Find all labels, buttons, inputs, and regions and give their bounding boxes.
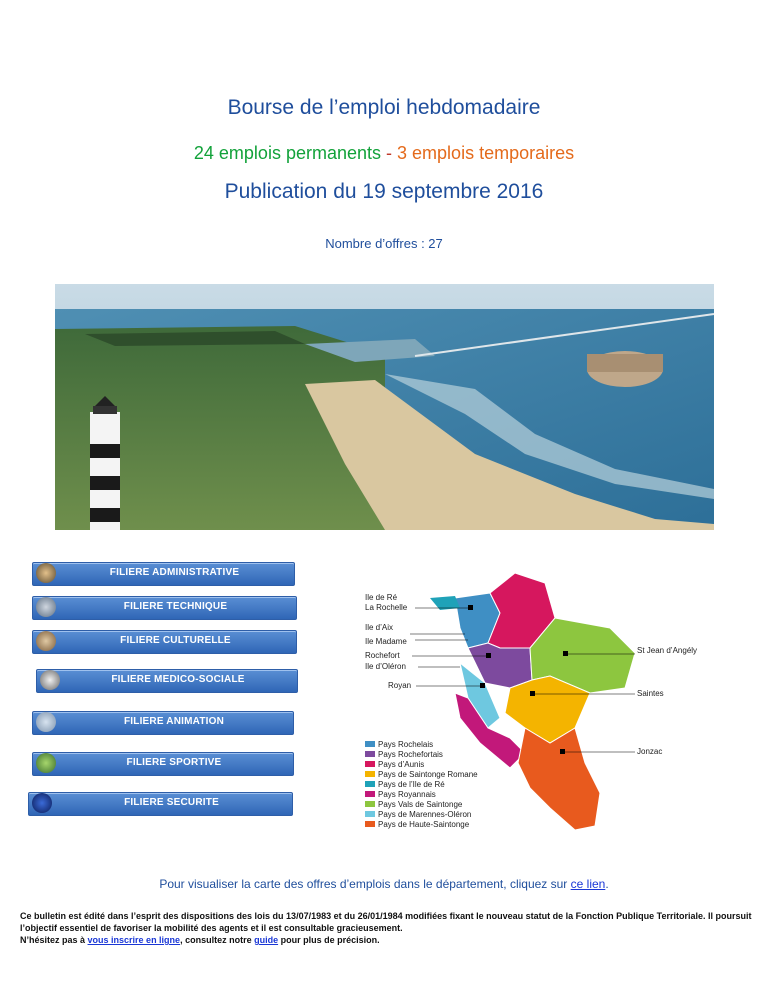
filiere-technique-button[interactable] (32, 596, 297, 620)
filiere-label: FILIERE TECHNIQUE (123, 601, 228, 612)
legend-label-1: Pays Rochelais (378, 740, 434, 749)
filiere-label: FILIERE ADMINISTRATIVE (109, 567, 240, 578)
sportive-icon (36, 753, 56, 773)
label-ile-aix: Ile d’Aix (365, 623, 394, 632)
label-la-rochelle: La Rochelle (365, 603, 408, 612)
filiere-culturelle-button[interactable] (32, 630, 297, 654)
filiere-animation-button[interactable] (32, 711, 294, 735)
legend-swatch-7 (365, 801, 375, 807)
animation-icon (36, 712, 56, 732)
publication-date: Publication du 19 septembre 2016 (224, 180, 544, 203)
job-summary (0, 143, 768, 164)
label-jonzac: Jonzac (637, 747, 663, 756)
legend-label-9: Pays de Haute-Saintonge (378, 820, 470, 829)
culturelle-icon (36, 631, 56, 651)
securite-icon (32, 793, 52, 813)
bulletin-footer (20, 910, 760, 946)
legend-swatch-3 (365, 761, 375, 767)
label-royan: Royan (388, 681, 412, 690)
label-st-jean-angely: St Jean d’Angély (637, 646, 698, 655)
administrative-icon (36, 563, 56, 583)
legend-swatch-2 (365, 751, 375, 757)
legend-label-2: Pays Rochefortais (378, 750, 443, 759)
map-link-sentence (0, 877, 768, 891)
label-ile-de-re: Ile de Ré (365, 593, 398, 602)
map-link-period: . (605, 877, 609, 891)
medico-sociale-icon (40, 670, 60, 690)
region-pays-haute-saintonge (518, 728, 600, 830)
legend-label-4: Pays de Saintonge Romane (378, 770, 478, 779)
filiere-administrative-button[interactable] (32, 562, 295, 586)
filiere-label: FILIERE MEDICO-SOCIALE (111, 674, 245, 685)
guide-link[interactable]: guide (254, 935, 279, 945)
map-link-text: Pour visualiser la carte des offres d’emplois dans le département, cliquez sur (159, 877, 571, 891)
label-saintes: Saintes (637, 689, 664, 698)
signup-notice (20, 934, 760, 946)
department-map[interactable] (360, 568, 698, 838)
label-ile-madame: Ile Madame (365, 637, 407, 646)
legend-label-5: Pays de l’Ile de Ré (378, 780, 445, 789)
legend-label-3: Pays d’Aunis (378, 760, 425, 769)
map-offers-link[interactable]: ce lien (570, 877, 606, 891)
filiere-medico-sociale-button[interactable] (36, 669, 298, 693)
offers-count: Nombre d’offres : 27 (325, 236, 443, 251)
label-ile-oleron: Ile d’Oléron (365, 662, 406, 671)
filiere-label: FILIERE SPORTIVE (126, 757, 222, 768)
filiere-sportive-button[interactable] (32, 752, 294, 776)
technique-icon (36, 597, 56, 617)
permanent-jobs-count: 24 emplois permanents (193, 143, 381, 163)
signup-online-link[interactable]: vous inscrire en ligne (87, 935, 181, 945)
filiere-label: FILIERE CULTURELLE (120, 635, 231, 646)
signup-text-a: N’hésitez pas à (20, 935, 88, 945)
legal-notice: Ce bulletin est édité dans l’esprit des dispositions des lois du 13/07/1983 et du 26/01/1984 modifiées fixant le nouveau statut de la Fonction Publique Territoriale. Il poursuit l’objectif essentiel de favoriser la mobilité des agents et il est consultable gracieusement. (20, 911, 752, 933)
summary-separator: - (386, 143, 393, 163)
legend-swatch-1 (365, 741, 375, 747)
coastal-aerial-photo (55, 284, 714, 530)
signup-text-b: , consultez notre (180, 935, 255, 945)
signup-text-c: pour plus de précision. (278, 935, 380, 945)
legend-swatch-9 (365, 821, 375, 827)
legend-swatch-6 (365, 791, 375, 797)
legend-label-7: Pays Vals de Saintonge (378, 800, 463, 809)
filiere-label: FILIERE SECURITE (124, 797, 219, 808)
legend-label-6: Pays Royannais (378, 790, 436, 799)
legend-swatch-4 (365, 771, 375, 777)
bulletin-title: Bourse de l’emploi hebdomadaire (227, 96, 541, 119)
filiere-securite-button[interactable] (28, 792, 293, 816)
legend-label-8: Pays de Marennes-Oléron (378, 810, 472, 819)
filiere-label: FILIERE ANIMATION (123, 716, 225, 727)
map-legend (365, 740, 478, 829)
legend-swatch-5 (365, 781, 375, 787)
temporary-jobs-count: 3 emplois temporaires (397, 143, 575, 163)
label-rochefort: Rochefort (365, 651, 400, 660)
legend-swatch-8 (365, 811, 375, 817)
